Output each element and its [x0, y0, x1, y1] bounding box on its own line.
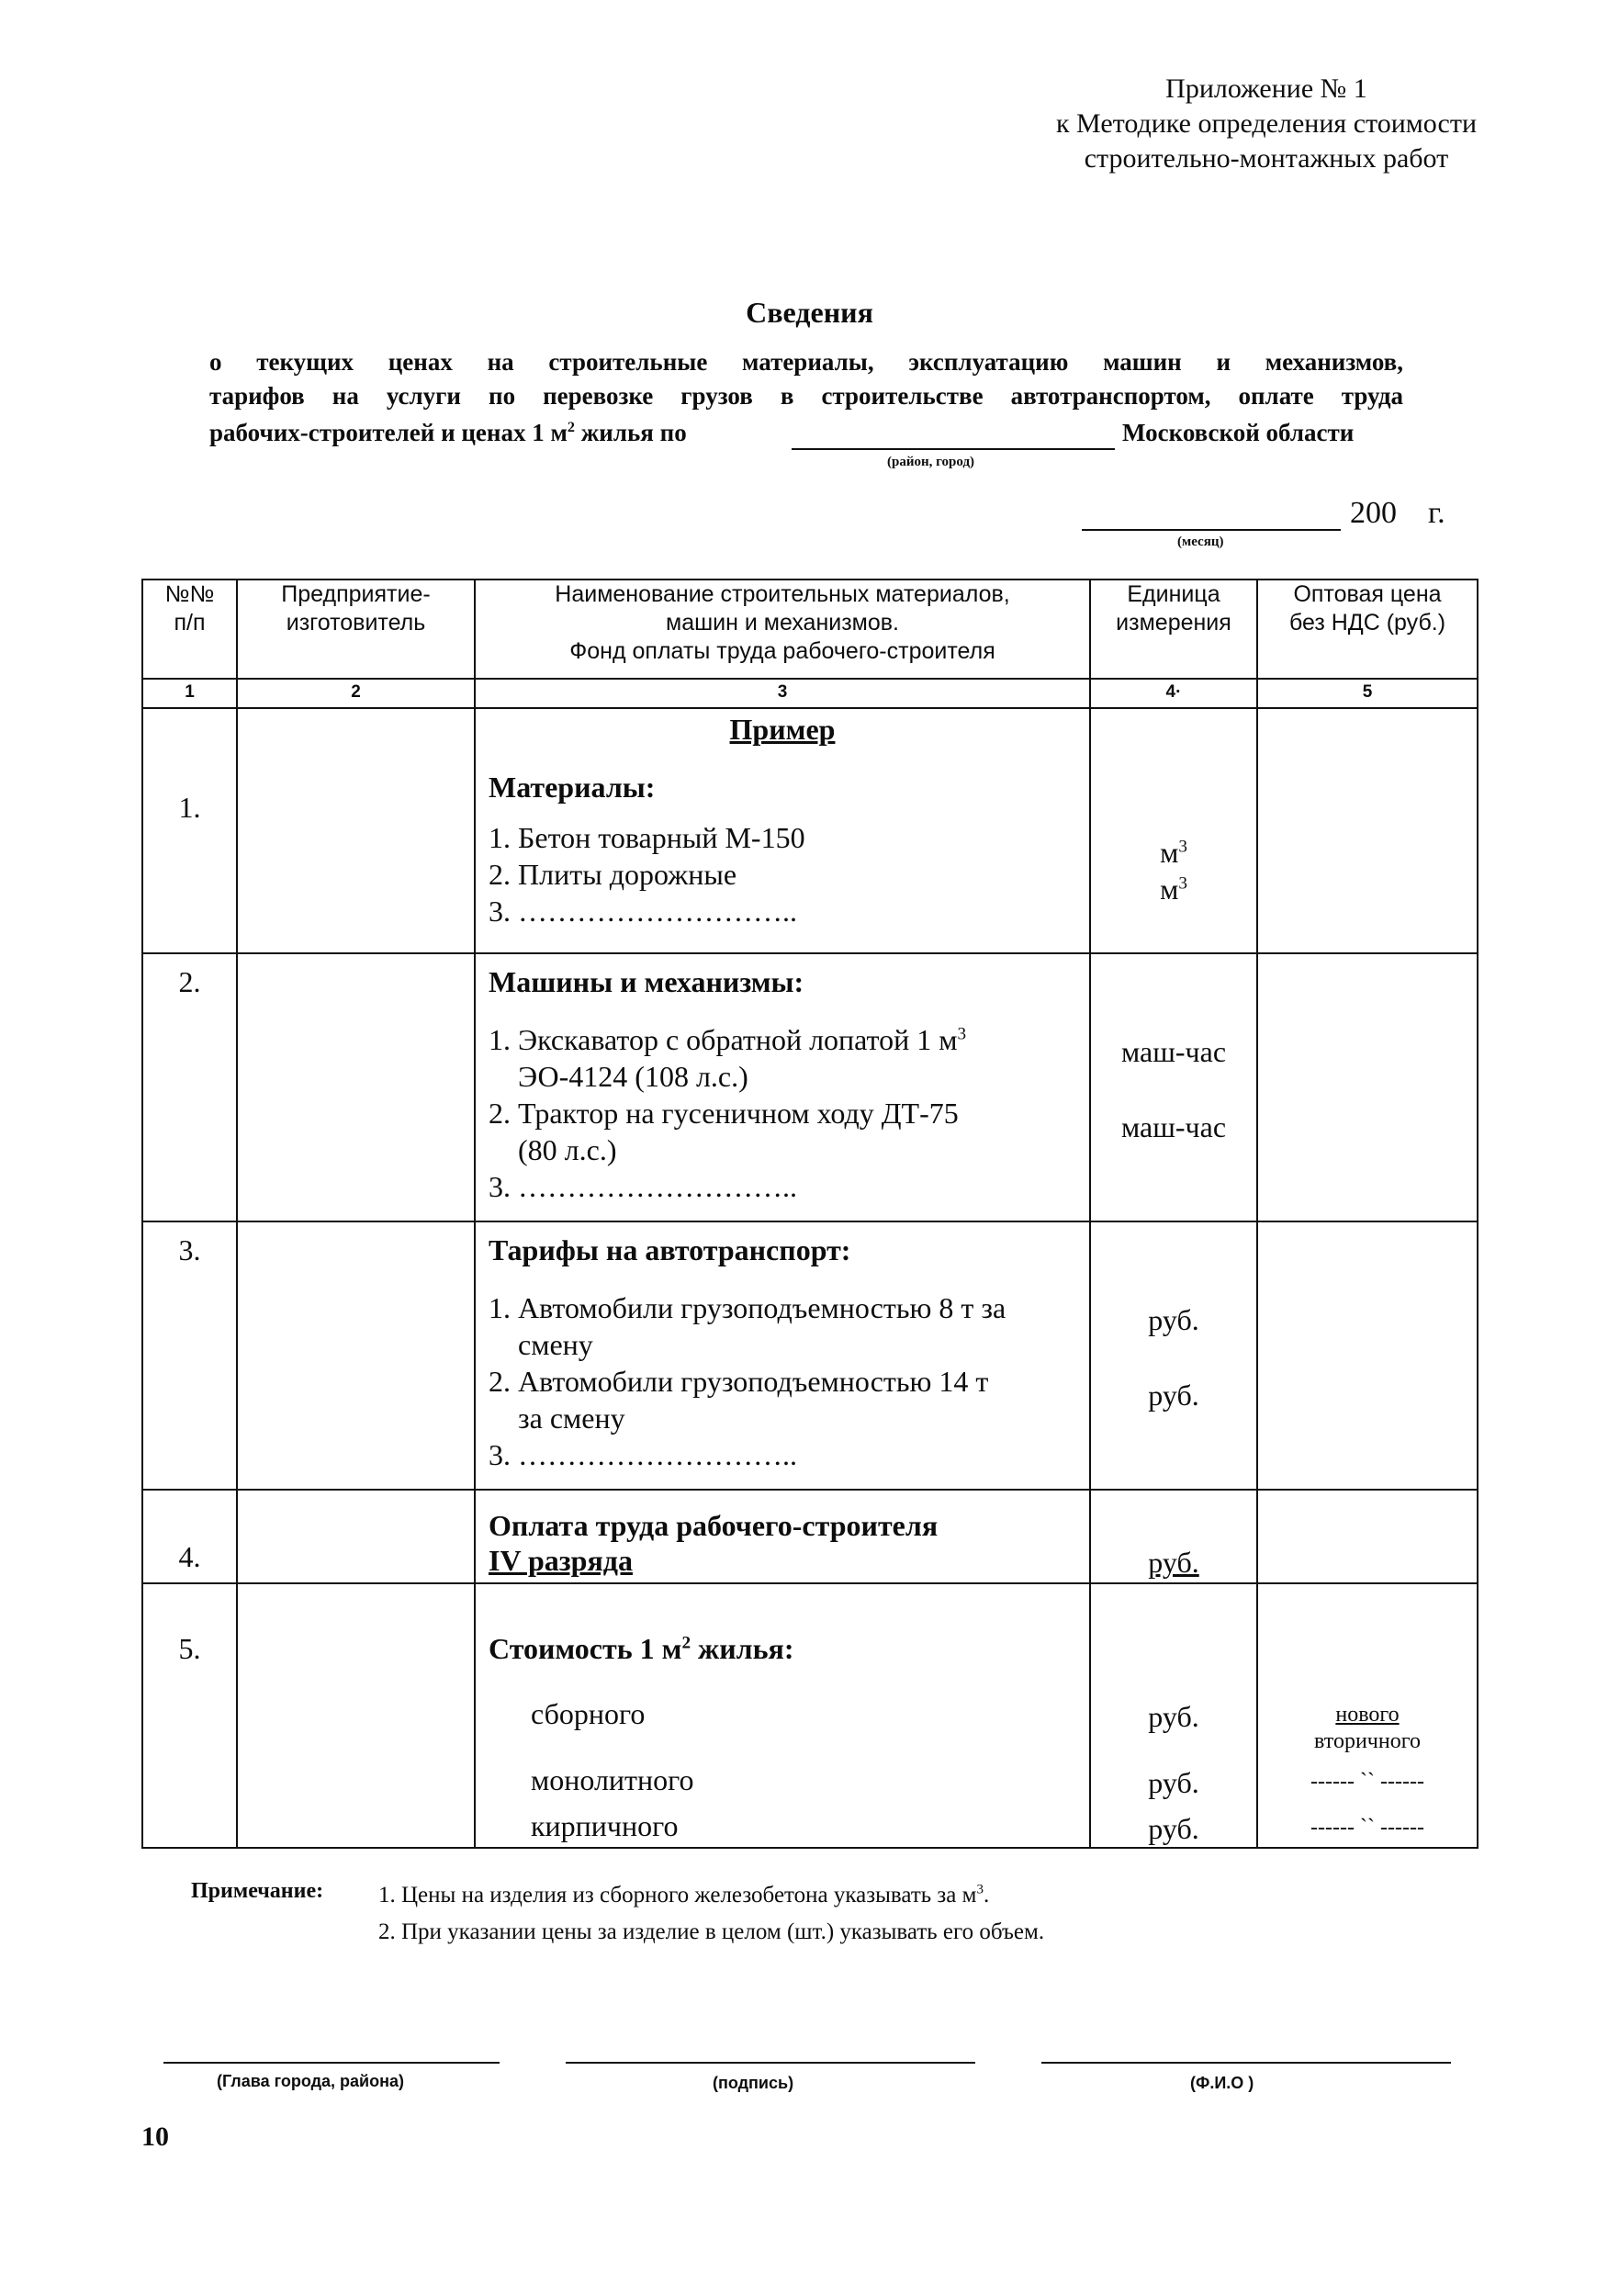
prices-table [141, 579, 1478, 1849]
signature-line-name [1041, 2062, 1451, 2064]
appendix-line-3: строительно-монтажных работ [1084, 143, 1449, 174]
unit-value: руб. [1148, 1379, 1199, 1412]
row-number: 4. [178, 1540, 201, 1573]
column-numbers-row [142, 679, 1478, 708]
month-hint: (месяц) [1177, 535, 1224, 549]
section-title: Тарифы на автотранспорт: [489, 1233, 851, 1266]
list-item: 1. Бетон товарный М-150 [489, 821, 805, 854]
list-item: 2. Трактор на гусеничном ходу ДТ-75 [489, 1097, 959, 1130]
table-row [142, 708, 1478, 953]
table-row [142, 1490, 1478, 1583]
header-number: №№ п/п [142, 580, 237, 679]
table-header-row [142, 580, 1478, 679]
month-blank-line [1082, 529, 1341, 531]
subtitle-block [209, 345, 1403, 413]
list-item: (80 л.с.) [518, 1133, 617, 1166]
col-number-2: 2 [237, 679, 475, 708]
appendix-line-1: Приложение № 1 [1165, 73, 1367, 104]
appendix-line-2: к Методике определения стоимости [1055, 108, 1477, 139]
appendix-block [1056, 72, 1477, 176]
note-label: Примечание: [191, 1879, 324, 1903]
list-item: смену [518, 1328, 593, 1361]
header-price: Оптовая цена без НДС (руб.) [1257, 580, 1478, 679]
subtitle-line-3: рабочих-строителей и ценах 1 $м^2$ жилья по [209, 419, 687, 446]
list-item: кирпичного [531, 1809, 679, 1842]
unit-value: руб. [1148, 1700, 1199, 1733]
row-number: 2. [178, 965, 201, 998]
list-item: 2. Плиты дорожные [489, 858, 737, 891]
unit-value: маш-час [1120, 1035, 1227, 1068]
section-title: Оплата труда рабочего-строителя [489, 1509, 939, 1542]
page-number: 10 [141, 2122, 169, 2152]
list-item: 3. ……………………….. [489, 895, 797, 928]
price-ditto-mark: ------ `` ------ [1310, 1770, 1424, 1794]
unit-value: $м^3$ [1160, 836, 1187, 869]
list-item: 3. ……………………….. [489, 1170, 797, 1203]
list-item: 3. ……………………….. [489, 1438, 797, 1471]
region-hint: (район, город) [887, 455, 975, 469]
col-number-4: 4· [1090, 679, 1257, 708]
note-item-2: 2. При указании цены за изделие в целом (шт.) указывать его объем. [378, 1919, 1045, 1944]
price-ditto-mark: ------ `` ------ [1310, 1816, 1424, 1840]
region-blank-line [792, 448, 1115, 450]
col-number-5: 5 [1257, 679, 1478, 708]
list-item: за смену [518, 1401, 625, 1435]
row-number: 3. [178, 1233, 201, 1266]
table-row [142, 1583, 1478, 1848]
unit-value: руб. [1148, 1766, 1199, 1799]
signature-head-label: (Глава города, района) [217, 2072, 404, 2090]
col-number-3: 3 [475, 679, 1090, 708]
list-item: ЭО-4124 (108 л.с.) [518, 1060, 748, 1093]
unit-value: руб. [1148, 1303, 1199, 1336]
header-name: Наименование строительных материалов, машин и механизмов. Фонд оплаты труда рабочего-строителя [475, 580, 1090, 679]
table-row [142, 953, 1478, 1221]
unit-value: $м^3$ [1160, 872, 1187, 906]
unit-value: руб. [1148, 1546, 1199, 1579]
document-title: Сведения [746, 296, 873, 329]
signature-line-sign [566, 2062, 975, 2064]
col-number-1: 1 [142, 679, 237, 708]
list-item: 1. Автомобили грузоподъемностью 8 т за [489, 1291, 1006, 1324]
example-label: Пример [729, 713, 836, 746]
region-suffix: Московской области [1122, 419, 1355, 446]
note-item-1: 1. Цены на изделия из сборного железобетона указывать за $м^3$. [378, 1882, 990, 1908]
signature-line-head [163, 2062, 500, 2064]
list-item: сборного [531, 1697, 646, 1730]
unit-value: маш-час [1120, 1110, 1227, 1143]
signature-sign-label: (подпись) [713, 2074, 794, 2092]
section-title: Машины и механизмы: [489, 965, 804, 998]
section-title: Материалы: [489, 771, 656, 804]
price-label-new: нового [1335, 1703, 1400, 1727]
year-label: 200 г. [1350, 496, 1445, 530]
section-title: IV разряда [489, 1544, 633, 1577]
row-number: 5. [178, 1632, 201, 1665]
section-title: Стоимость 1 $м^2$ жилья: [489, 1632, 794, 1665]
list-item: 2. Автомобили грузоподъемностью 14 т [489, 1365, 989, 1398]
list-item: 1. Экскаватор с обратной лопатой 1 $м^3$ [489, 1023, 967, 1056]
price-label-secondary: вторичного [1314, 1729, 1421, 1753]
unit-value: руб. [1148, 1812, 1199, 1845]
row-number: 1. [178, 791, 201, 824]
note-items [378, 1877, 1044, 1951]
table-row [142, 1221, 1478, 1490]
list-item: монолитного [531, 1763, 694, 1796]
subtitle-line-2: тарифов на услуги по перевозке грузов в строительстве автотранспортом, оплате труда [209, 382, 1403, 410]
subtitle-line-1: о текущих ценах на строительные материалы, эксплуатацию машин и механизмов, [209, 348, 1403, 376]
signature-name-label: (Ф.И.О ) [1190, 2074, 1254, 2092]
header-unit: Единица измерения [1090, 580, 1257, 679]
header-manufacturer: Предприятие- изготовитель [237, 580, 475, 679]
